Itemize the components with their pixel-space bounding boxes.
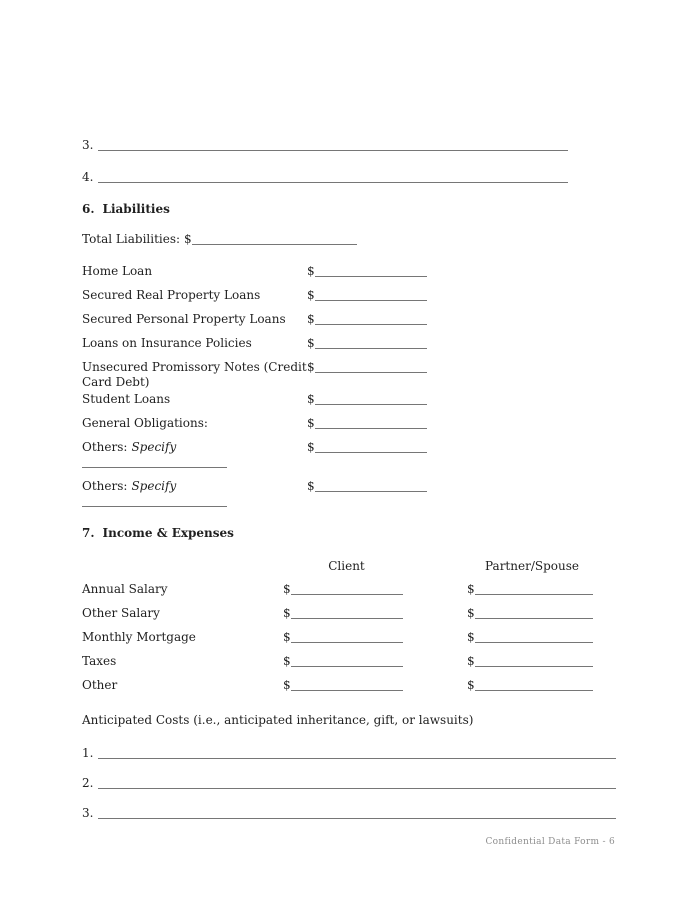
liabilities-table	[82, 264, 695, 509]
currency-symbol: $	[184, 232, 192, 246]
client-amount	[283, 606, 467, 621]
blank-line	[315, 312, 427, 325]
liability-amount	[307, 288, 427, 303]
specify-label: Specify	[131, 479, 177, 493]
currency-symbol: $	[283, 606, 291, 620]
line-number: 3.	[82, 138, 94, 152]
liability-label: Home Loan	[82, 264, 153, 278]
income-expenses-table	[82, 582, 695, 693]
income-label: Other	[82, 678, 118, 692]
anticipated-costs-label: Anticipated Costs (i.e., anticipated inheritance, gift, or lawsuits)	[82, 713, 474, 727]
total-liabilities-label: Total Liabilities:	[82, 232, 181, 246]
blank-line	[291, 582, 403, 595]
others-label: Others:	[82, 479, 128, 493]
currency-symbol: $	[467, 654, 475, 668]
page-footer: Confidential Data Form - 6	[485, 837, 615, 847]
currency-symbol: $	[283, 630, 291, 644]
blank-line	[475, 654, 593, 667]
blank-line	[291, 606, 403, 619]
currency-symbol: $	[307, 312, 315, 326]
currency-symbol: $	[307, 416, 315, 430]
partner-spouse-column-header: Partner/Spouse	[485, 559, 579, 573]
liability-amount	[307, 264, 427, 279]
blank-line	[192, 232, 357, 245]
blank-line	[475, 582, 593, 595]
blank-line	[315, 479, 427, 492]
currency-symbol: $	[467, 606, 475, 620]
income-label: Annual Salary	[82, 582, 168, 596]
liability-row-general-obligations	[82, 416, 695, 431]
blank-line	[315, 288, 427, 301]
others-label: Others:	[82, 440, 128, 454]
blank-line	[82, 494, 227, 507]
client-amount	[283, 630, 467, 645]
liability-label: General Obligations:	[82, 416, 208, 430]
income-row-taxes	[82, 654, 695, 669]
liability-row-home-loan	[82, 264, 695, 279]
line-number: 3.	[82, 806, 94, 820]
liability-label	[82, 440, 307, 470]
blank-line	[315, 392, 427, 405]
numbered-blank-line-3	[82, 138, 695, 153]
liability-row-insurance-loans	[82, 336, 695, 351]
currency-symbol: $	[307, 336, 315, 350]
partner-amount	[467, 606, 593, 621]
currency-symbol: $	[467, 582, 475, 596]
section-number: 6.	[82, 202, 95, 216]
liability-row-others-1	[82, 440, 695, 470]
liability-label: Secured Personal Property Loans	[82, 312, 286, 326]
currency-symbol: $	[283, 654, 291, 668]
numbered-blank-line-2	[82, 776, 695, 791]
blank-line	[315, 360, 427, 373]
currency-symbol: $	[307, 264, 315, 278]
line-number: 1.	[82, 746, 94, 760]
client-amount	[283, 582, 467, 597]
partner-amount	[467, 630, 593, 645]
blank-line	[291, 678, 403, 691]
blank-line	[98, 776, 616, 789]
liability-label: Secured Real Property Loans	[82, 288, 261, 302]
income-expenses-section-heading	[82, 526, 695, 541]
income-row-other-salary	[82, 606, 695, 621]
partner-amount	[467, 654, 593, 669]
blank-line	[315, 440, 427, 453]
section-title: Income & Expenses	[102, 526, 234, 540]
blank-line	[315, 336, 427, 349]
liability-amount	[307, 312, 427, 327]
column-spacer	[410, 559, 467, 574]
liability-label: Unsecured Promissory Notes (Credit Card Debt)	[82, 360, 307, 389]
currency-symbol: $	[307, 288, 315, 302]
income-row-monthly-mortgage	[82, 630, 695, 645]
section-title: Liabilities	[102, 202, 170, 216]
income-row-annual-salary	[82, 582, 695, 597]
currency-symbol: $	[307, 440, 315, 454]
income-label: Monthly Mortgage	[82, 630, 196, 644]
liability-row-others-2	[82, 479, 695, 509]
blank-line	[82, 455, 227, 468]
partner-amount	[467, 582, 593, 597]
blank-line	[291, 630, 403, 643]
partner-amount	[467, 678, 593, 693]
liability-row-secured-personal	[82, 312, 695, 327]
anticipated-costs-lines	[82, 746, 695, 821]
currency-symbol: $	[283, 582, 291, 596]
blank-line	[98, 746, 616, 759]
currency-symbol: $	[307, 360, 315, 374]
line-number: 4.	[82, 170, 94, 184]
blank-line	[475, 606, 593, 619]
liability-amount	[307, 416, 427, 431]
liability-row-secured-real	[82, 288, 695, 303]
currency-symbol: $	[283, 678, 291, 692]
currency-symbol: $	[307, 392, 315, 406]
blank-line	[475, 630, 593, 643]
liability-amount	[307, 440, 427, 455]
liabilities-section-heading	[82, 202, 695, 217]
blank-line	[475, 678, 593, 691]
currency-symbol: $	[307, 479, 315, 493]
specify-label: Specify	[131, 440, 177, 454]
blank-line	[315, 416, 427, 429]
blank-line	[291, 654, 403, 667]
section-number: 7.	[82, 526, 95, 540]
numbered-blank-line-4	[82, 170, 695, 185]
blank-line	[98, 806, 616, 819]
column-spacer	[82, 559, 283, 574]
blank-line	[98, 170, 568, 183]
liability-amount	[307, 336, 427, 351]
income-label: Other Salary	[82, 606, 160, 620]
liability-label	[82, 479, 307, 509]
liability-row-student-loans	[82, 392, 695, 407]
client-column-header: Client	[328, 559, 365, 573]
currency-symbol: $	[467, 678, 475, 692]
liability-label: Student Loans	[82, 392, 171, 406]
blank-line	[315, 264, 427, 277]
income-expenses-column-headers	[82, 559, 695, 574]
numbered-blank-line-1	[82, 746, 695, 761]
total-liabilities-line	[82, 232, 695, 247]
liability-amount	[307, 392, 427, 407]
numbered-blank-line-3b	[82, 806, 695, 821]
liability-label: Loans on Insurance Policies	[82, 336, 252, 350]
liability-amount	[307, 479, 427, 494]
client-amount	[283, 678, 467, 693]
income-label: Taxes	[82, 654, 117, 668]
liability-amount	[307, 360, 427, 375]
blank-line	[98, 138, 568, 151]
income-row-other	[82, 678, 695, 693]
currency-symbol: $	[467, 630, 475, 644]
client-amount	[283, 654, 467, 669]
line-number: 2.	[82, 776, 94, 790]
liability-row-unsecured-notes	[82, 360, 695, 390]
